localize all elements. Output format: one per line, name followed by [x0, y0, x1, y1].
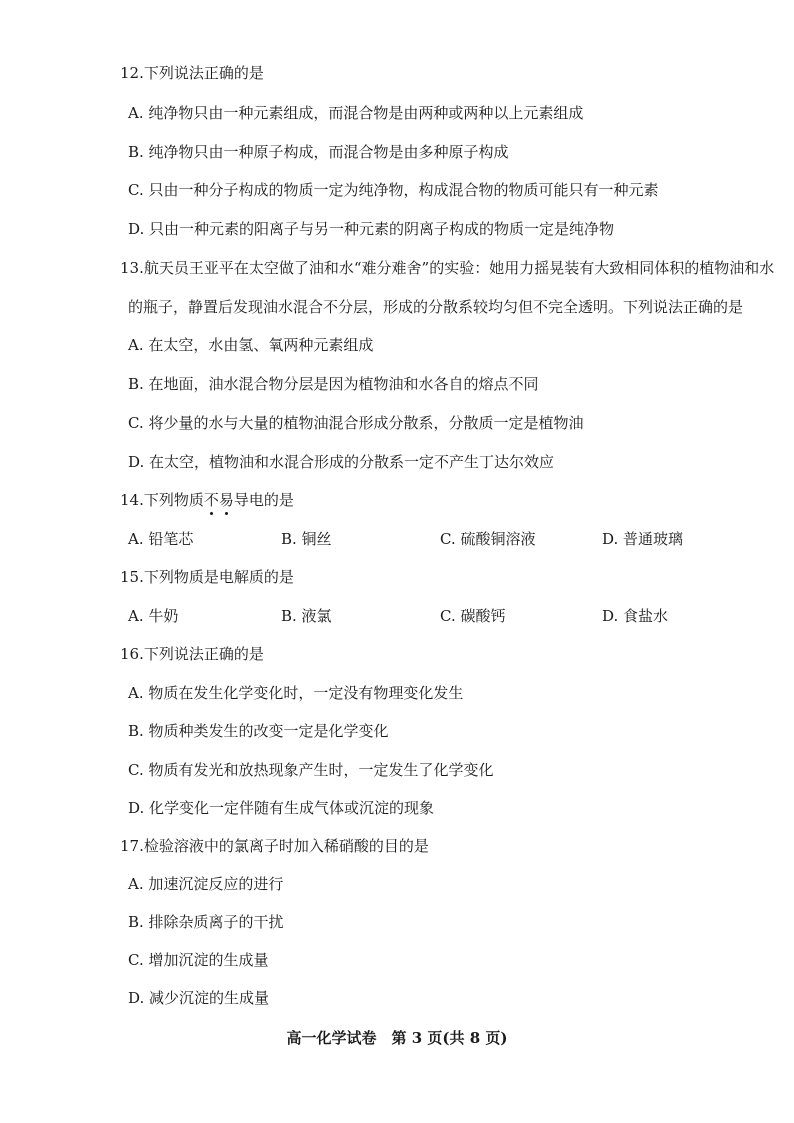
q17-option-a: A. 加速沉淀反应的进行 — [128, 875, 284, 893]
q15-option-d: D. 食盐水 — [602, 607, 669, 625]
q17-option-d: D. 减少沉淀的生成量 — [128, 989, 270, 1007]
q14-option-a: A. 铅笔芯 — [128, 530, 194, 548]
q13-option-b: B. 在地面，油水混合物分层是因为植物油和水各自的熔点不同 — [128, 375, 539, 393]
q14-option-c: C. 硫酸铜溶液 — [440, 530, 536, 548]
q14-stem-suffix: 导电的是 — [233, 491, 294, 509]
q14-emphasis-bu: 不 — [203, 491, 219, 509]
q15-option-b: B. 液氯 — [281, 607, 332, 625]
q14-option-b: B. 铜丝 — [281, 530, 332, 548]
q14-option-d: D. 普通玻璃 — [602, 530, 684, 548]
q14-emphasis-yi: 易 — [218, 491, 234, 509]
q13-option-c: C. 将少量的水与大量的植物油混合形成分散系，分散质一定是植物油 — [128, 414, 584, 432]
q17-option-c: C. 增加沉淀的生成量 — [128, 951, 269, 969]
page-footer: 高一化学试卷 第 3 页(共 8 页) — [286, 1029, 508, 1047]
q14-stem-prefix: 14.下列物质 — [120, 491, 204, 509]
q15-stem: 15.下列物质是电解质的是 — [120, 568, 294, 586]
q12-option-d: D. 只由一种元素的阳离子与另一种元素的阴离子构成的物质一定是纯净物 — [128, 220, 615, 238]
q14-stem — [120, 490, 294, 510]
q16-option-a: A. 物质在发生化学变化时，一定没有物理变化发生 — [128, 684, 464, 702]
q16-option-b: B. 物质种类发生的改变一定是化学变化 — [128, 722, 389, 740]
q16-option-d: D. 化学变化一定伴随有生成气体或沉淀的现象 — [128, 799, 435, 817]
q12-option-a: A. 纯净物只由一种元素组成，而混合物是由两种或两种以上元素组成 — [128, 104, 584, 122]
q17-stem: 17.检验溶液中的氯离子时加入稀硝酸的目的是 — [120, 837, 429, 855]
q12-option-c: C. 只由一种分子构成的物质一定为纯净物，构成混合物的物质可能只有一种元素 — [128, 181, 659, 199]
q15-option-a: A. 牛奶 — [128, 607, 179, 625]
q16-stem: 16.下列说法正确的是 — [120, 645, 264, 663]
q16-option-c: C. 物质有发光和放热现象产生时，一定发生了化学变化 — [128, 761, 494, 779]
q17-option-b: B. 排除杂质离子的干扰 — [128, 913, 284, 931]
q13-option-d: D. 在太空，植物油和水混合形成的分散系一定不产生丁达尔效应 — [128, 453, 555, 471]
q12-stem: 12.下列说法正确的是 — [120, 64, 264, 82]
q12-option-b: B. 纯净物只由一种原子构成，而混合物是由多种原子构成 — [128, 143, 509, 161]
q15-option-c: C. 碳酸钙 — [440, 607, 506, 625]
q13-option-a: A. 在太空，水由氢、氧两种元素组成 — [128, 336, 374, 354]
q13-stem-line1: 13.航天员王亚平在太空做了油和水“难分难舍”的实验：她用力摇晃装有大致相同体积的植物油和水 — [120, 259, 775, 277]
q13-stem-line2: 的瓶子，静置后发现油水混合不分层，形成的分散系较均匀但不完全透明。下列说法正确的是 — [128, 298, 744, 316]
